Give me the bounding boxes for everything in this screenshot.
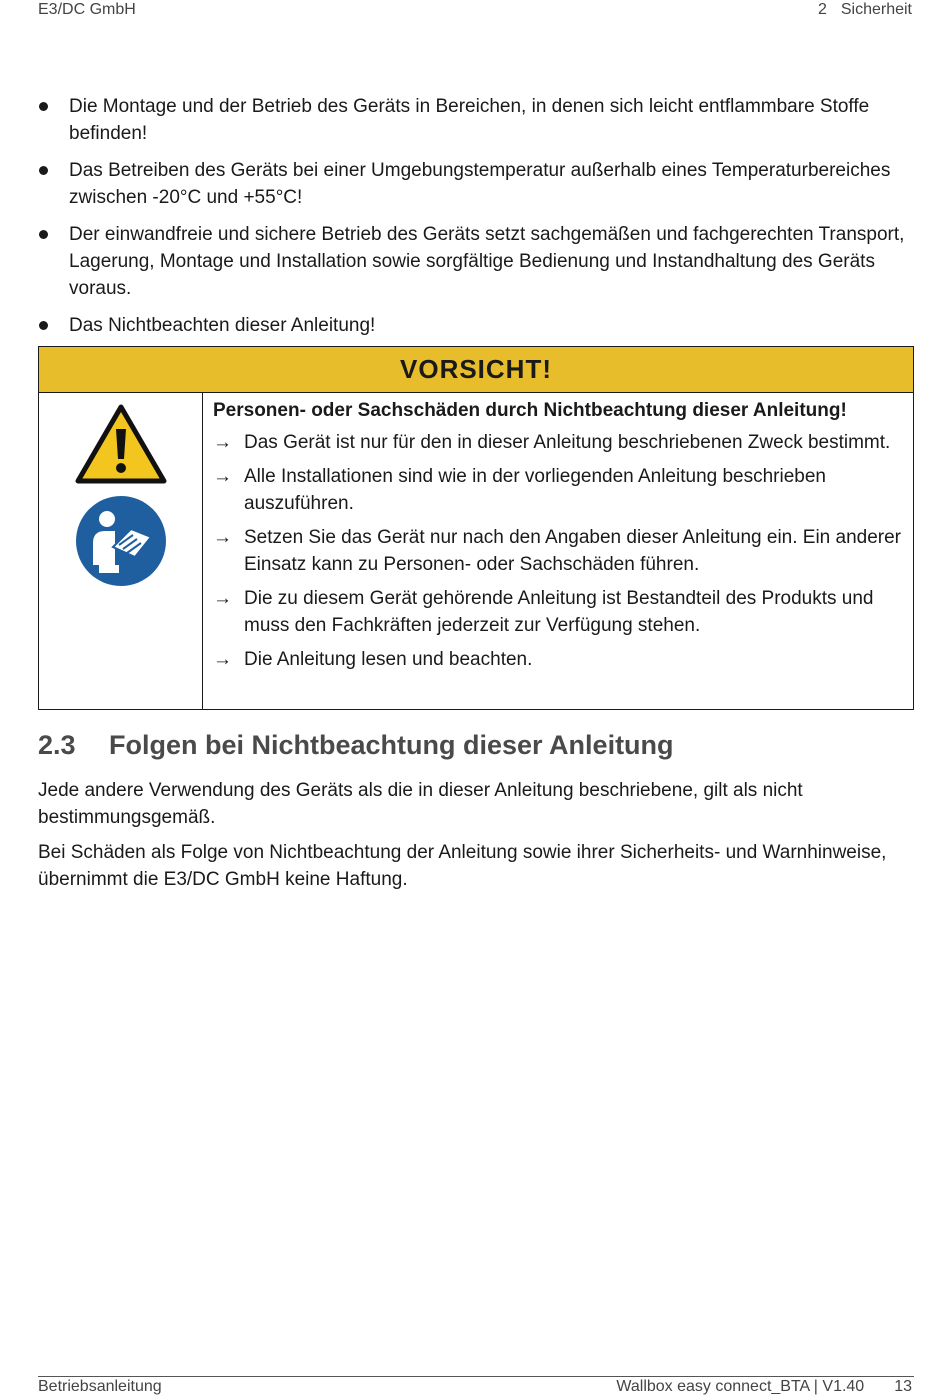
page-number: 13 xyxy=(894,1378,912,1395)
arrow-right-icon: → xyxy=(213,588,232,609)
list-item xyxy=(213,429,903,456)
caution-icons xyxy=(39,393,203,709)
footer-info xyxy=(616,1378,912,1396)
list-item-text: Das Gerät ist nur für den in dieser Anleitung beschriebenen Zweck bestimmt. xyxy=(244,432,891,453)
header-company: E3/DC GmbH xyxy=(38,1,136,18)
caution-title: Personen- oder Sachschäden durch Nichtbeachtung dieser Anleitung! xyxy=(213,400,847,421)
chapter-title: Sicherheit xyxy=(840,1,912,18)
bullet-icon xyxy=(39,102,48,111)
list-item xyxy=(213,585,903,639)
list-item xyxy=(38,312,914,339)
arrow-right-icon: → xyxy=(213,432,232,453)
chapter-number: 2 xyxy=(817,1,827,18)
arrow-right-icon: → xyxy=(213,527,232,548)
bullet-icon xyxy=(39,321,48,330)
arrow-right-icon: → xyxy=(213,649,232,670)
list-item xyxy=(213,646,903,673)
list-item xyxy=(38,221,914,302)
footer-divider xyxy=(38,1376,914,1377)
footer-doc-name: Wallbox easy connect_BTA | V1.40 xyxy=(616,1378,865,1395)
list-item xyxy=(38,157,914,211)
list-item-text: Die Montage und der Betrieb des Geräts in Bereichen, in denen sich leicht entflammbare Stoffe befinden! xyxy=(69,96,870,144)
warning-triangle-icon xyxy=(75,404,167,484)
caution-list xyxy=(213,429,903,673)
section-paragraph: Bei Schäden als Folge von Nichtbeachtung der Anleitung sowie ihrer Sicherheits- und Warnhinweise, übernimmt die E3/DC GmbH keine Haftung. xyxy=(38,842,887,890)
list-item-text: Das Betreiben des Geräts bei einer Umgebungstemperatur außerhalb eines Temperaturbereiches zwischen -20°C und +55°C! xyxy=(69,160,891,208)
section-title: Folgen bei Nichtbeachtung dieser Anleitung xyxy=(109,730,674,760)
list-item xyxy=(38,93,914,147)
read-manual-icon xyxy=(75,495,167,587)
caution-text xyxy=(203,393,913,709)
list-item xyxy=(213,463,903,517)
list-item xyxy=(213,524,903,578)
caution-label: VORSICHT! xyxy=(39,347,913,393)
prohibition-list xyxy=(38,93,914,349)
list-item-text: Das Nichtbeachten dieser Anleitung! xyxy=(69,315,376,336)
list-item-text: Die zu diesem Gerät gehörende Anleitung ist Bestandteil des Produkts und muss den Fachkräften jederzeit zur Verfügung stehen. xyxy=(244,588,874,636)
bullet-icon xyxy=(39,230,48,239)
section-number: 2.3 xyxy=(38,730,76,760)
list-item-text: Setzen Sie das Gerät nur nach den Angaben dieser Anleitung ein. Ein anderer Einsatz kann zu Personen- oder Sachschäden führen. xyxy=(244,527,902,575)
section-paragraph: Jede andere Verwendung des Geräts als die in dieser Anleitung beschriebene, gilt als nicht bestimmungsgemäß. xyxy=(38,780,803,828)
caution-body xyxy=(39,393,913,709)
list-item-text: Die Anleitung lesen und beachten. xyxy=(244,649,533,670)
section-heading xyxy=(38,730,674,761)
list-item-text: Der einwandfreie und sichere Betrieb des Geräts setzt sachgemäßen und fachgerechten Transport, Lagerung, Montage und Installation sowie sorgfältige Bedienung und Instandhaltung des Geräts voraus. xyxy=(69,224,905,299)
caution-box xyxy=(38,346,914,710)
header-chapter xyxy=(818,1,912,19)
arrow-right-icon: → xyxy=(213,466,232,487)
footer-doc-type: Betriebsanleitung xyxy=(38,1378,162,1395)
bullet-icon xyxy=(39,166,48,175)
list-item-text: Alle Installationen sind wie in der vorliegenden Anleitung beschrieben auszuführen. xyxy=(244,466,826,514)
